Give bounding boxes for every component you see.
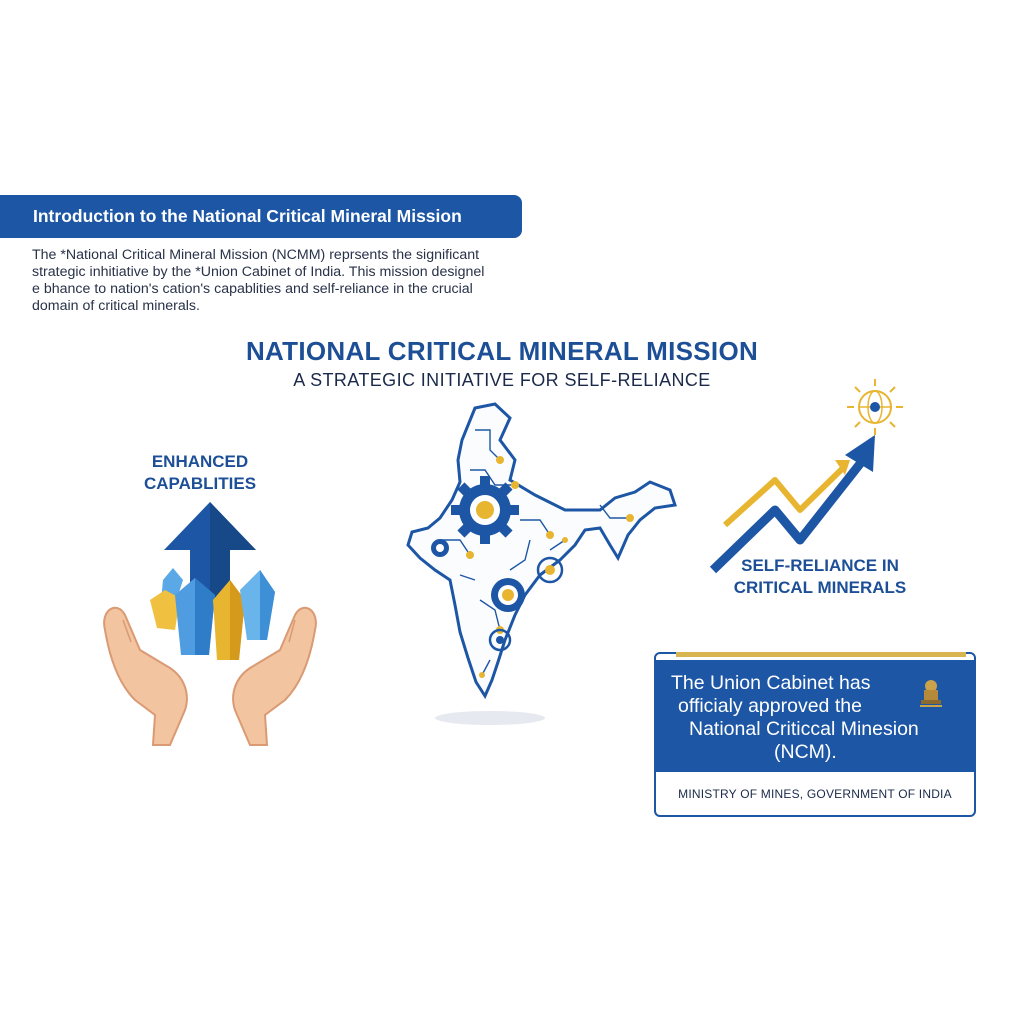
notice-footer: MINISTRY OF MINES, GOVERNMENT OF INDIA — [678, 786, 952, 801]
gear-icon — [451, 476, 519, 544]
capabilities-label — [120, 451, 280, 495]
capabilities-line2: CAPABLITIES — [143, 474, 257, 493]
intro-heading: Introduction to the National Critical Mineral Mission — [33, 206, 462, 226]
hands-icon — [95, 590, 325, 750]
notice-line: National Criticcal Minesion — [689, 718, 919, 740]
notice-line: (NCM). — [774, 741, 837, 763]
globe-icon — [846, 378, 904, 436]
self-reliance-line1: SELF-RELIANCE IN — [741, 556, 899, 575]
self-reliance-label — [700, 555, 940, 599]
emblem-icon — [918, 678, 944, 708]
main-subtitle: A STRATEGIC INITIATIVE FOR SELF-RELIANCE — [293, 370, 711, 390]
notice-line: The Union Cabinet has — [671, 672, 871, 694]
notice-line: officialy approved the — [678, 695, 862, 717]
main-title: NATIONAL CRITICAL MINERAL MISSION — [245, 336, 759, 366]
intro-line: The *National Critical Mineral Mission (NCMM) reprsents the significant — [32, 247, 480, 263]
intro-line: strategic inhitiative by the *Union Cabinet of India. This mission designel — [32, 264, 485, 280]
india-map-icon — [400, 400, 685, 730]
intro-heading-banner — [0, 195, 522, 238]
self-reliance-line2: CRITICAL MINERALS — [733, 578, 907, 597]
notice-card — [654, 652, 976, 817]
capabilities-line1: ENHANCED — [151, 452, 249, 471]
notice-body — [656, 660, 974, 772]
intro-line: e bhance to nation's cation's capablities and self-reliance in the crucial — [32, 281, 473, 297]
notice-gold-bar — [676, 652, 966, 657]
intro-paragraph — [32, 247, 502, 315]
intro-line: domain of critical minerals. — [32, 298, 200, 314]
